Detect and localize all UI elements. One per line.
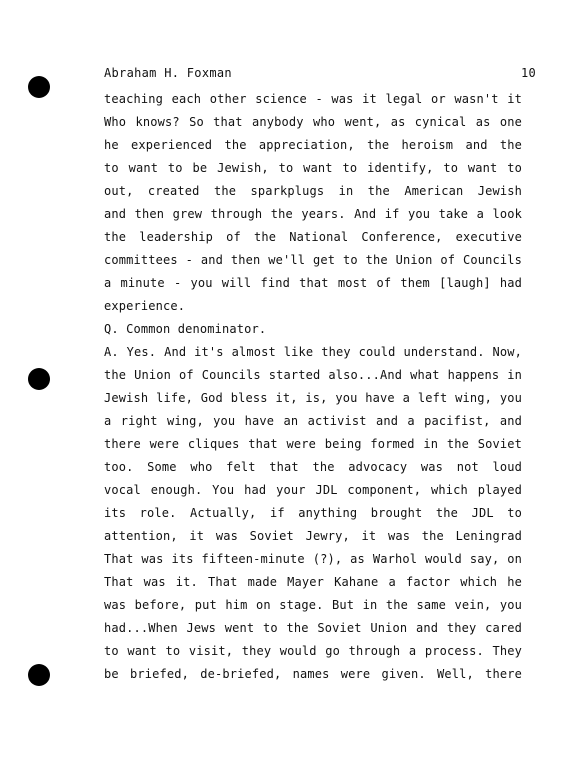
transcript-line: to want to visit, they would go through a process. They bbox=[104, 644, 522, 658]
transcript-line: That was it. That made Mayer Kahane a factor which he bbox=[104, 575, 522, 589]
transcript-line: A. Yes. And it's almost like they could understand. Now, bbox=[104, 345, 522, 359]
binder-hole-top bbox=[28, 76, 50, 98]
transcript-line: be briefed, de-briefed, names were given. Well, there bbox=[104, 667, 522, 681]
header-name: Abraham H. Foxman bbox=[104, 66, 232, 80]
transcript-line: too. Some who felt that the advocacy was not loud bbox=[104, 460, 522, 474]
binder-hole-middle bbox=[28, 368, 50, 390]
transcript-body bbox=[104, 88, 522, 686]
transcript-line: That was its fifteen-minute (?), as Warhol would say, on bbox=[104, 552, 522, 566]
transcript-line: and then grew through the years. And if you take a look bbox=[104, 207, 522, 221]
transcript-line: its role. Actually, if anything brought the JDL to bbox=[104, 506, 522, 520]
page-header bbox=[104, 64, 536, 82]
transcript-line: vocal enough. You had your JDL component, which played bbox=[104, 483, 522, 497]
page-number: 10 bbox=[520, 66, 536, 80]
transcript-line: Q. Common denominator. bbox=[104, 322, 267, 336]
transcript-line: Jewish life, God bless it, is, you have a left wing, you bbox=[104, 391, 522, 405]
transcript-line: a right wing, you have an activist and a pacifist, and bbox=[104, 414, 522, 428]
transcript-line: out, created the sparkplugs in the American Jewish bbox=[104, 184, 522, 198]
transcript-line: experience. bbox=[104, 299, 186, 313]
transcript-line: committees - and then we'll get to the Union of Councils bbox=[104, 253, 522, 267]
transcript-line: there were cliques that were being formed in the Soviet bbox=[104, 437, 522, 451]
transcript-line: had...When Jews went to the Soviet Union and they cared bbox=[104, 621, 522, 635]
transcript-line: the leadership of the National Conference, executive bbox=[104, 230, 522, 244]
transcript-line: to want to be Jewish, to want to identify, to want to bbox=[104, 161, 522, 175]
transcript-line: a minute - you will find that most of them [laugh] had bbox=[104, 276, 522, 290]
transcript-line: the Union of Councils started also...And what happens in bbox=[104, 368, 522, 382]
binder-hole-bottom bbox=[28, 664, 50, 686]
transcript-line: he experienced the appreciation, the heroism and the bbox=[104, 138, 522, 152]
transcript-line: Who knows? So that anybody who went, as cynical as one bbox=[104, 115, 522, 129]
transcript-line: teaching each other science - was it legal or wasn't it bbox=[104, 92, 522, 106]
transcript-line: attention, it was Soviet Jewry, it was the Leningrad bbox=[104, 529, 522, 543]
transcript-line: was before, put him on stage. But in the same vein, you bbox=[104, 598, 522, 612]
